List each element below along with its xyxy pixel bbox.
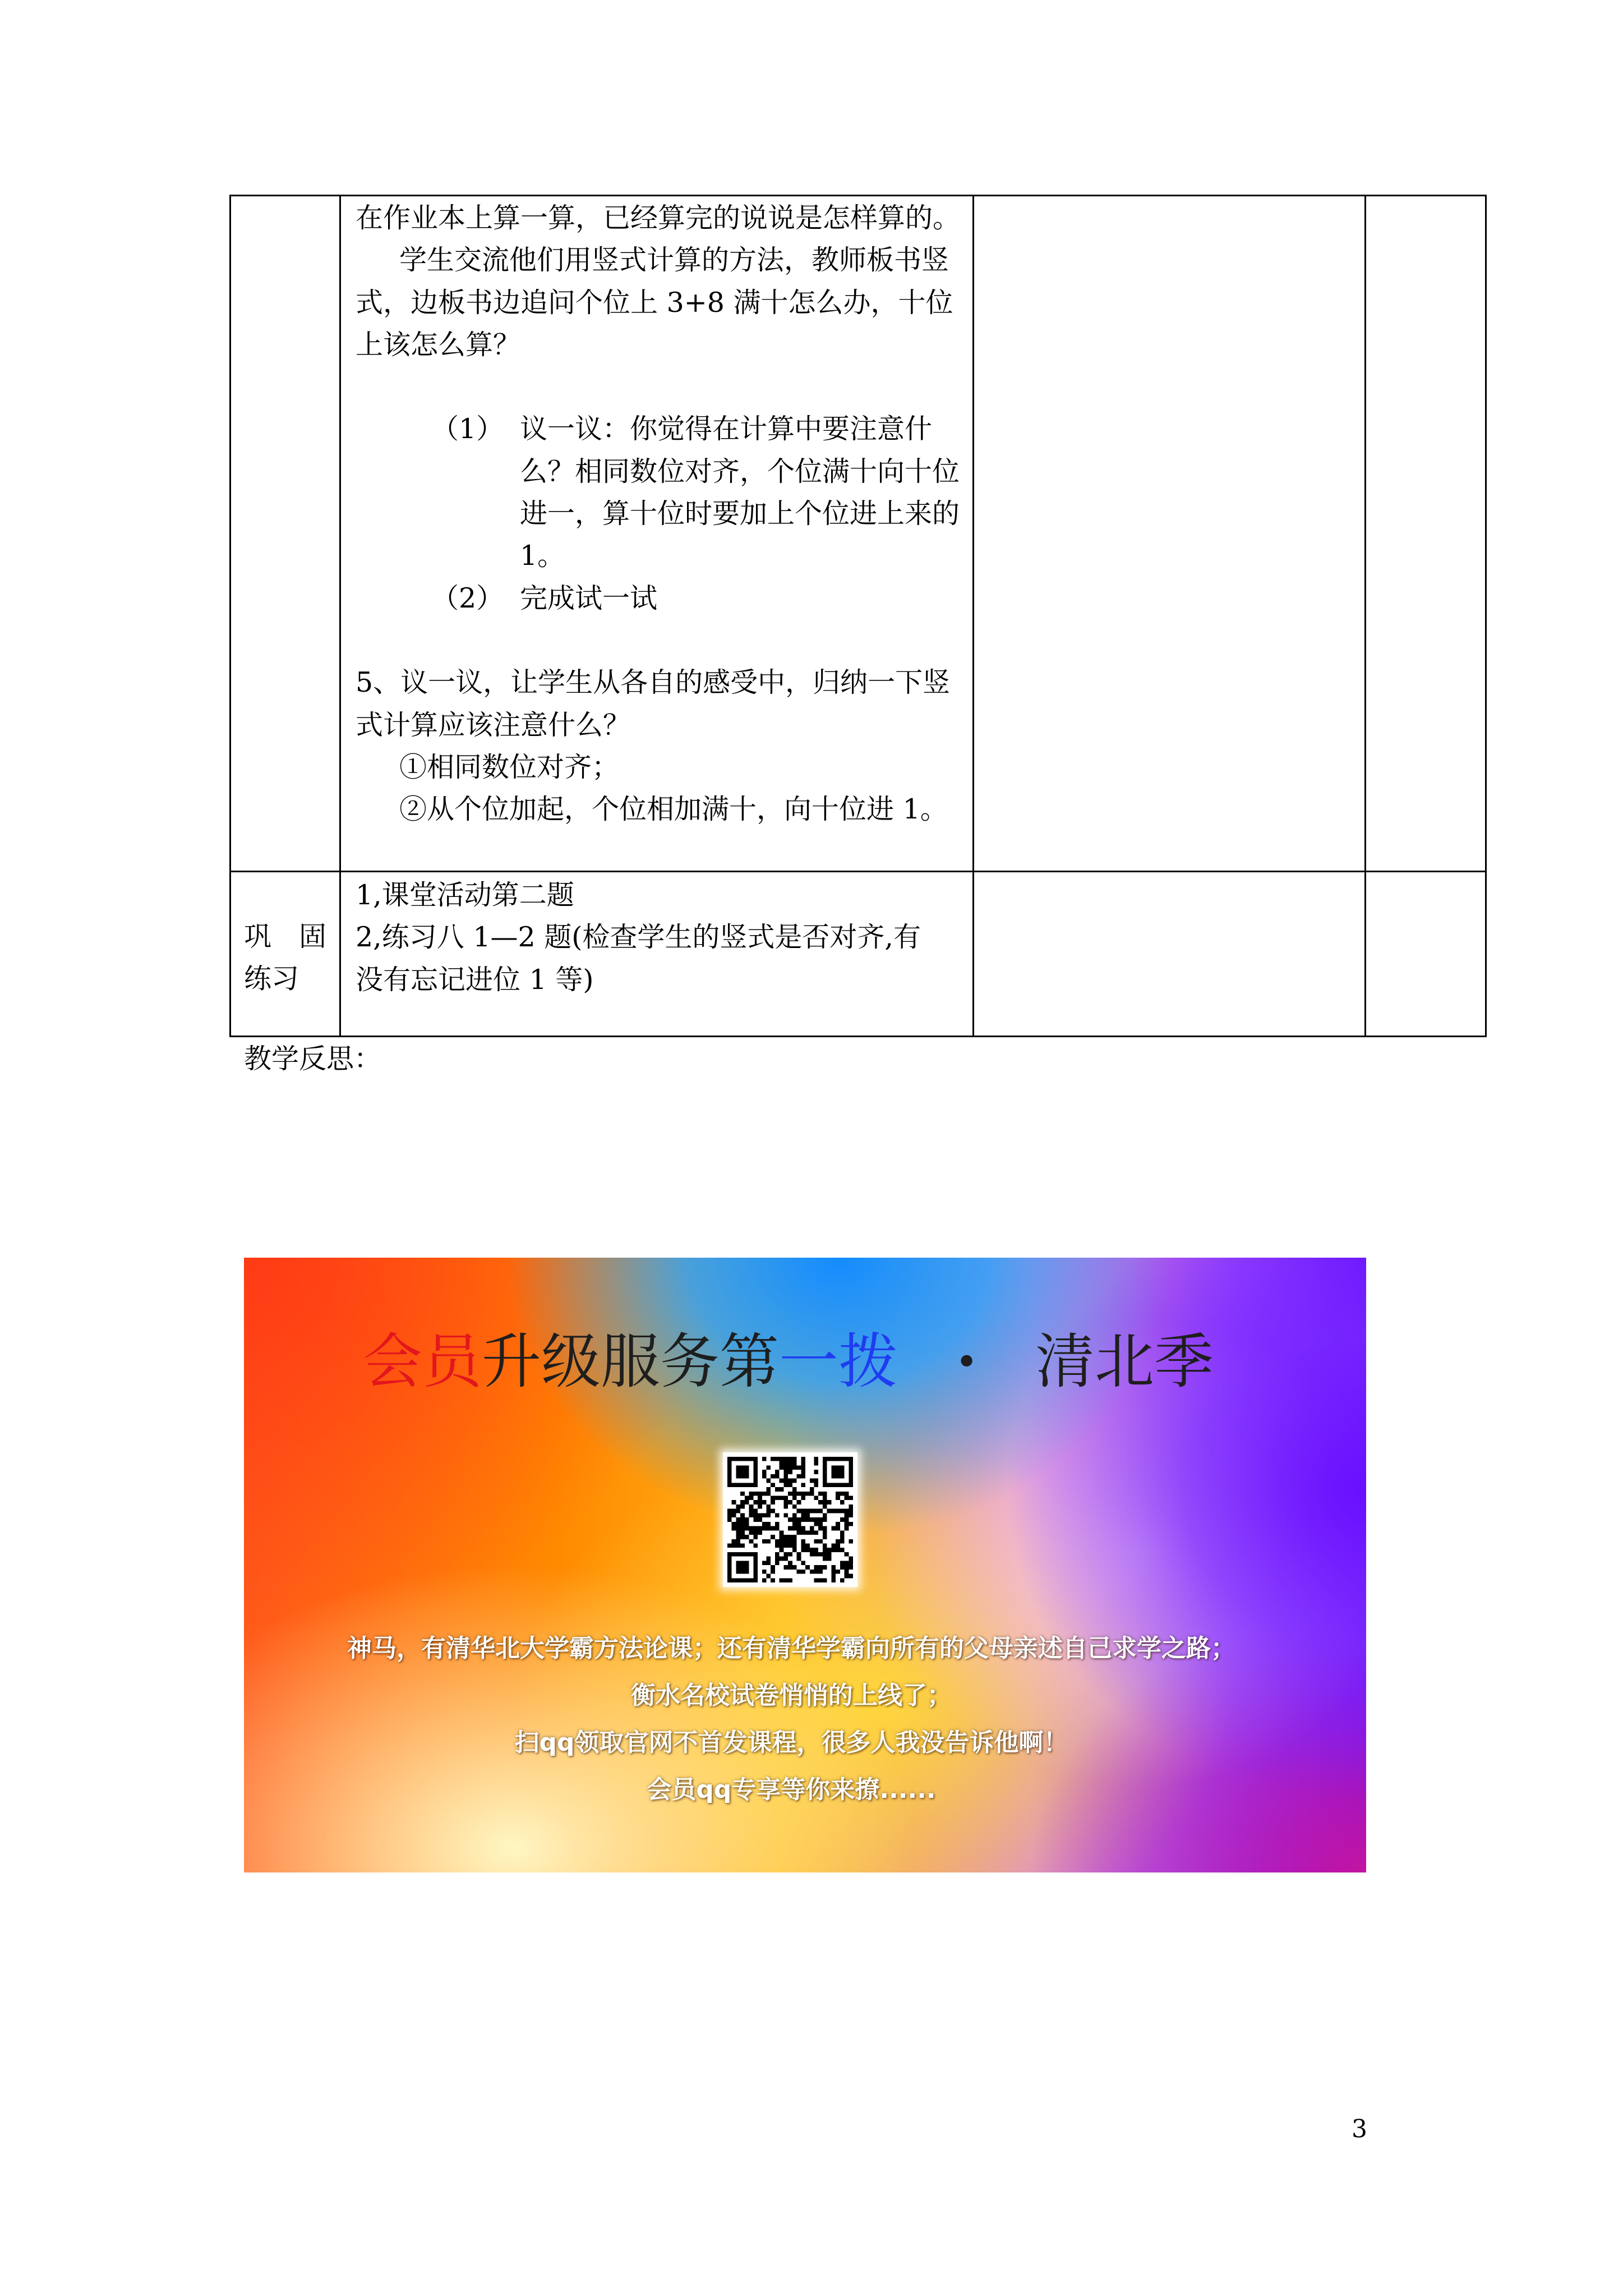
step-text: 么？相同数位对齐，个位满十向十位 — [520, 455, 960, 487]
point-line: ①相同数位对齐； — [399, 751, 620, 783]
banner-title-right: 清北季 — [1035, 1327, 1214, 1396]
banner-text-line: 衡水名校试卷悄悄的上线了； — [631, 1681, 952, 1710]
text-line: 上该怎么算？ — [356, 328, 521, 361]
banner-text-line: 扫qq领取官网不首发课程，很多人我没告诉他啊！ — [514, 1728, 1068, 1757]
text-line: 式，边板书边追问个位上 3+8 满十怎么办，十位 — [356, 286, 953, 319]
table-column-divider — [1364, 195, 1366, 1037]
step-text: 进一，算十位时要加上个位进上来的 — [520, 498, 960, 530]
table-row-divider — [229, 871, 1487, 872]
banner-title-part: 会员 — [363, 1327, 482, 1396]
text-line: 没有忘记进位 1 等) — [356, 963, 594, 996]
qr-code-frame — [723, 1452, 857, 1587]
promo-banner — [244, 1258, 1366, 1872]
page-number: 3 — [1352, 2115, 1367, 2143]
text-line: 学生交流他们用竖式计算的方法，教师板书竖 — [399, 244, 949, 277]
table-row-2-label — [244, 915, 326, 1000]
summary-line: 5、议一议，让学生从各自的感受中，归纳一下竖 — [356, 666, 951, 699]
summary-line: 式计算应该注意什么？ — [356, 708, 631, 741]
text-line: 2,练习八 1—2 题(检查学生的竖式是否对齐,有 — [356, 921, 921, 954]
step-2 — [356, 577, 960, 619]
banner-text-block — [244, 1625, 1339, 1814]
text-line: 在作业本上算一算，已经算完的说说是怎样算的。 — [356, 202, 961, 234]
step-marker: （1） — [431, 413, 504, 445]
reflection-label: 教学反思： — [244, 1043, 382, 1075]
step-text: 议一议：你觉得在计算中要注意什 — [520, 413, 933, 445]
step-marker: （2） — [431, 582, 504, 614]
table-row-2-content — [356, 874, 921, 1001]
text-line: 1,课堂活动第二题 — [356, 879, 574, 911]
step-text: 完成试一试 — [520, 582, 658, 614]
point-line: ②从个位加起，个位相加满十，向十位进 1。 — [399, 793, 948, 826]
step-text: 1。 — [520, 540, 565, 572]
row-label-line: 巩 固 — [244, 921, 327, 953]
banner-title-part: 升级服务第 — [482, 1327, 779, 1396]
blank-line — [356, 366, 960, 408]
banner-text-line: 会员qq专享等你来撩...... — [647, 1775, 936, 1804]
banner-text-line: 神马，有清华北大学霸方法论课；还有清华学霸向所有的父母亲述自己求学之路； — [347, 1634, 1235, 1663]
banner-title-dot: • — [955, 1339, 979, 1385]
table-column-divider — [972, 195, 974, 1037]
qr-code — [727, 1457, 853, 1582]
table-row-1-content — [356, 197, 960, 830]
blank-line — [356, 619, 960, 661]
banner-title — [363, 1328, 898, 1396]
table-column-divider — [339, 195, 341, 1037]
row-label-line: 练习 — [244, 963, 299, 995]
step-1 — [356, 408, 960, 450]
banner-title-part: 一拨 — [779, 1327, 898, 1396]
